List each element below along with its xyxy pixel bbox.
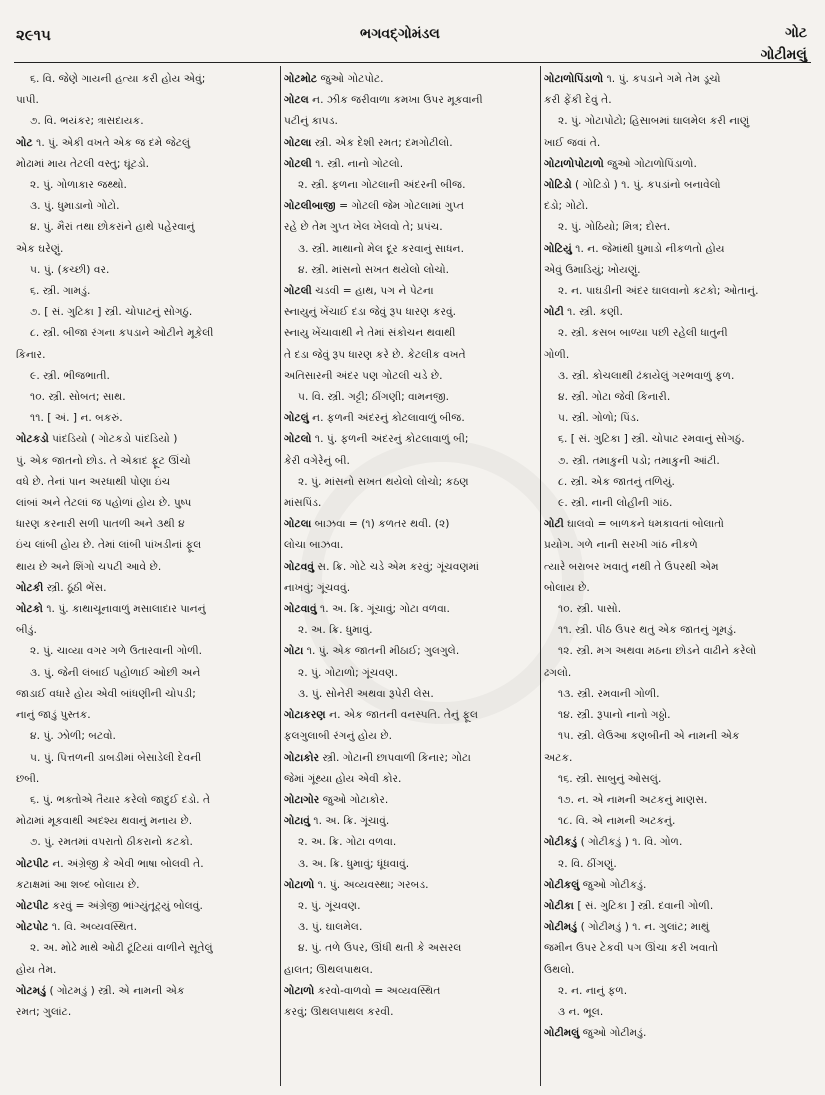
entry-line: ગોટલા સ્ત્રી. એક દેશી રમત; દમગોટીલો. (284, 135, 453, 149)
entry-line: ત્યારે બરાબર ખવાતું નથી તે ઉપરથી એમ (544, 559, 719, 573)
headword: ગોટિડો (544, 178, 572, 192)
entry-line: ૧૮. વિ. એ નામની અટકનું. (558, 814, 676, 828)
entry-line: ગોટાગોર જુઓ ગોટાકોર. (284, 792, 389, 806)
entry-line: હોય તેમ. (16, 962, 57, 976)
entry-line: કરવું; ઊથલપાથલ કરવી. (284, 1004, 394, 1018)
entry-line: ઉથલો. (544, 962, 575, 976)
entry-line: સ્નાયુ ખેંચાવાથી ને તેમાં સંકોચન થવાથી (284, 326, 456, 340)
entry-line: ગોટવાવું ૧. અ. ક્રિ. ગૂંચાવું; ગોટા વળવા. (284, 602, 450, 616)
entry-line: તે દડા જેવું રૂપ ધારણ કરે છે. કેટલીક વખતે (284, 347, 466, 361)
page-number: ૨૯૧૫ (16, 26, 51, 44)
entry-line: ગોટીમડું ( ગોટીમડું ) ૧. ન. ગુલાંટ; માથું (544, 920, 710, 934)
headword: ગોટવાવું (284, 602, 317, 616)
entry-line: ૩ ન. ભૂલ. (558, 1004, 604, 1018)
entry-line: ઇંચ લાંબી હોય છે. તેમાં લાંબી પાંખડીનાં ફૂલ (16, 538, 202, 552)
headword: ગોટી (544, 517, 564, 531)
entry-line: ૩. સ્ત્રી. માથાનો મેલ દૂર કરવાનું સાધન. (298, 241, 464, 255)
entry-line: ગોટપોટ ૧. વિ. અવ્યવસ્થિત. (16, 920, 138, 934)
entry-line: ૪. પું. ઝોળી; બટવો. (30, 729, 116, 743)
entry-line: ગોટાળોપિંડાળો ૧. પું. કપડાને ગમે તેમ ડૂચો (544, 72, 721, 85)
entry-line: રમત; ગુલાંટ. (16, 1004, 72, 1018)
entry-line: એક ઘરેણું. (16, 241, 64, 255)
entry-line: ગોટાકરણ ન. એક જાતની વનસ્પતિ. તેનું ફૂલ (284, 708, 479, 722)
headword: ગોટલીબાજી (284, 199, 336, 213)
entry-line: ૬. પું. ભક્તોએ તૈયાર કરેલો જાદુઈ દડો. તે (30, 792, 211, 806)
entry-line: ૬. વિ. જેણે ગાયની હત્યા કરી હોય એવું; (30, 72, 206, 85)
entry-line: ૨. ન. પાઘડીની અંદર ઘાલવાનો કટકો; ઓતાનું. (558, 284, 759, 298)
dictionary-column-3 (544, 68, 810, 1086)
entry-line: ગોટપીટ ન. અંગ્રેજી કે એવી ભાષા બોલવી તે. (16, 856, 204, 870)
entry-line: ૧૧. [ અં. ] ન. બકરું. (30, 411, 123, 425)
entry-line: એવું ઉમાડિયું; ખોયણું. (544, 262, 641, 276)
headword: ગોટલ (284, 93, 309, 107)
entry-line: ગોટકડો પાંદડિયો ( ગોટકડો પાંદડિયો ) (16, 432, 178, 446)
entry-line: ગોટીકા [ સં. ગુટિકા ] સ્ત્રી. દવાની ગોળી. (544, 898, 714, 912)
page-header (0, 0, 825, 62)
entry-line: ૨. પું. ગોટાપોટો; હિસાબમાં ઘાલમેલ કરી નાણું (558, 114, 750, 128)
entry-line: ગોટ ૧. પું. એકી વખતે એક જ દમે જેટલું (16, 135, 191, 149)
headword: ગોટીકડું (544, 835, 578, 849)
entry-line: ૧૧. સ્ત્રી. પીઠ ઉપર થતું એક જાતનું ગૂમડું. (558, 623, 737, 637)
headword: ગોટપીટ (16, 856, 49, 870)
dictionary-column-1 (16, 68, 276, 1086)
entry-line: ૧૪. સ્ત્રી. રૂપાનો નાનો ગઠ્ઠો. (558, 708, 671, 722)
entry-line: વધે છે. તેનાં પાન અરધાથી પોણા ઇંચ (16, 474, 171, 488)
entry-line: ૨. પું. માંસનો સખત થયેલો લોચો; કઠણ (298, 474, 469, 488)
entry-line: પ્રયોગ. ગળે નાની સરખી ગાંઠ નીકળે (544, 538, 698, 552)
entry-line: જમીન ઉપર ટેકવી પગ ઊંચા કરી ખવાતો (544, 941, 718, 955)
headword: ગોટાકરણ (284, 708, 326, 722)
entry-line: ૭. [ સં. ગુટિકા ] સ્ત્રી. ચોપાટનું સોગઠું. (30, 305, 193, 319)
entry-line: ૫. સ્ત્રી. ગોળો; પિંડ. (558, 411, 640, 425)
headword: ગોટાળોપિંડાળો (544, 72, 604, 85)
entry-line: ૨. ન. નાનું ફળ. (558, 983, 628, 997)
headword: ગોટિયું (544, 241, 572, 255)
entry-line: લાંબાં અને તેટલાં જ પહોળાં હોય છે. પુષ્પ (16, 496, 192, 510)
column-divider (540, 66, 541, 1086)
headword: ગોટલા (284, 517, 312, 531)
entry-line: કેરી વગેરેનું બી. (284, 453, 350, 467)
entry-line: માંસપિંડ. (284, 496, 322, 510)
headword: ગોટકો (16, 602, 43, 616)
entry-line: ગોટલો ૧. પું. ફળની અંદરનું કોટલાવાળું બી; (284, 432, 469, 446)
headword: ગોટીકા (544, 898, 574, 912)
entry-line: ગોટલું ન. ફળની અંદરનું કોટલાવાળું બીજ. (284, 411, 465, 425)
guide-word-top: ગોટ (785, 25, 807, 41)
entry-line: ગોટાવું ૧. અ. ક્રિ. ગૂંચાવું. (284, 814, 390, 828)
headword: ગોટાકોર (284, 750, 320, 764)
entry-line: ગોટલ ન. ઝીક જરીવાળા કમખા ઉપર મૂકવાની (284, 93, 483, 107)
entry-line: ગોળી. (544, 347, 570, 361)
entry-line: નાનું જાડું પુસ્તક. (16, 708, 91, 722)
headword: ગોટમોટ (284, 72, 318, 85)
headword: ગોટા (284, 644, 304, 658)
entry-line: ૨. પું. ગૂંચવણ. (298, 898, 361, 912)
entry-line: છબી. (16, 771, 40, 785)
entry-line: ગોટમોટ જુઓ ગોટપોટ. (284, 72, 384, 85)
entry-line: રહે છે તેમ ગુપ્ત ખેલ ખેલવો તે; પ્રપંચ. (284, 220, 443, 234)
entry-line: ૪. સ્ત્રી. ગોટા જેવી કિનારી. (558, 390, 671, 404)
entry-line: ગોટા ૧. પું. એક જાતની મીઠાઈ; ગુલગુલે. (284, 644, 460, 658)
entry-line: ગોટીમલું જુઓ ગોટીમડું. (544, 1026, 647, 1040)
entry-line: ૫. પું. (કચ્છી) વર. (30, 262, 110, 276)
headword: ગોટી (544, 305, 564, 319)
entry-line: ૧૩. સ્ત્રી. રમવાની ગોળી. (558, 686, 660, 700)
entry-line: ૨. અ. મોઢે માથે ઓઢી ટૂંટિયાં વાળીને સૂતેલું (30, 941, 213, 955)
entry-line: મોઢામાં માય તેટલી વસ્તુ; ઘૂંટડો. (16, 156, 150, 170)
entry-line: ગોટીકડું ( ગોટીકડું ) ૧. વિ. ગોળ. (544, 835, 683, 849)
entry-line: ગોટી ઘાલવો = બાળકને ધમકાવતાં બોલાતો (544, 517, 724, 531)
entry-line: ૩. પું. ધુમાડાનો ગોટો. (30, 199, 120, 213)
entry-line: બોલાય છે. (544, 580, 590, 594)
headword: ગોટાળો (284, 877, 315, 891)
headword: ગોટપીટ (16, 898, 49, 912)
headword: ગોટલી (284, 156, 312, 170)
dictionary-title: ભગવદ્ગોમંડલ (360, 26, 440, 42)
entry-line: ૯. સ્ત્રી. ભીજભાતી. (30, 368, 110, 382)
entry-line: ૩. પું. જેની લંબાઈ પહોળાઈ ઓછી અને (30, 665, 201, 679)
entry-line: ગોટલી ચડવી = હાથ, પગ ને પેટના (284, 284, 434, 298)
entry-line: ગોટીકલું જુઓ ગોટીકડું. (544, 877, 647, 891)
entry-line: નાખવું; ગૂંચવવું. (284, 580, 351, 594)
entry-line: ૧૦. સ્ત્રી. સોબત; સાથ. (30, 390, 126, 404)
entry-line: ૪. પું. તળે ઉપર, ઊંધી થતી કે અસરલ (298, 941, 462, 955)
entry-line: ૯. સ્ત્રી. નાની લોહીની ગાંઠ. (558, 496, 673, 510)
entry-line: ૨. સ્ત્રી. ફળના ગોટલાની અંદરની બીજ. (298, 178, 466, 192)
entry-line: ગોટવવું સ. ક્રિ. ગોટે ચડે એમ કરવું; ગૂંચવણમાં (284, 559, 479, 573)
entry-line: ૧૫. સ્ત્રી. લેઉઆ કણબીની એ નામની એક (558, 729, 740, 743)
entry-line: ૭. સ્ત્રી. તમાકુની પડો; તમાકુની આંટી. (558, 453, 720, 467)
entry-line: ૧૨. સ્ત્રી. મગ અથવા મઠના છોડને વાઢીને કરેલો (558, 644, 757, 658)
entry-line: ૮. સ્ત્રી. એક જાતનું તળિયું. (558, 474, 675, 488)
entry-line: ૪. પું. મૈરાં તથા છોકરાંને હાથે પહેરવાનું (30, 220, 195, 234)
entry-line: ૨. પું. ગોઠિયો; મિત્ર; દોસ્ત. (558, 220, 671, 234)
entry-line: ગોટલા બાઝવા = (૧) કળતર થવી. (૨) (284, 517, 450, 531)
headword: ગોટીકલું (544, 877, 580, 891)
entry-line: લોચા બાઝવા. (284, 538, 344, 552)
entry-line: કટાક્ષમાં આ શબ્દ બોલાય છે. (16, 877, 140, 891)
entry-line: ગોટલીબાજી = ગોટલી જેમ ગોટલામાં ગુપ્ત (284, 199, 465, 213)
entry-line: ફલગુલાબી રંગનું હોય છે. (284, 729, 393, 743)
entry-line: ગોટલી ૧. સ્ત્રી. નાનો ગોટલો. (284, 156, 404, 170)
entry-line: ૩. સ્ત્રી. કોચલાથી ઢંકાયેલું ગરભવાળું ફળ. (558, 368, 735, 382)
guide-word-bottom: ગોટીમલું (760, 47, 807, 63)
entry-line: ૨. પું. ગોટાળો; ગૂંચવણ. (298, 665, 398, 679)
entry-line: કિનાર. (16, 347, 46, 361)
headword: ગોટવવું (284, 559, 315, 573)
entry-line: ગોટિડો ( ગોટિડો ) ૧. પું. કપડાંનો બનાવેલો (544, 178, 721, 192)
entry-line: ૧૭. ન. એ નામની અટકનું માણસ. (558, 792, 708, 806)
entry-line: ૫. પું. પિત્તળની ડાબડીમાં બેસાડેલી દેવની (30, 750, 202, 764)
entry-line: ગોટપીટ કરવું = અંગ્રેજી ભાંગ્યુંતૂટ્યું બોલવું. (16, 898, 203, 912)
entry-line: પાપી. (16, 93, 39, 107)
entry-line: ૩. પું. ઘાલમેલ. (298, 920, 363, 934)
entry-line: ગોટાકોર સ્ત્રી. ગોટાની છાપવાળી કિનાર; ગોટા (284, 750, 471, 764)
entry-line: મોઢામાં મૂકવાથી અદશ્ય થવાનું મનાય છે. (16, 814, 193, 828)
entry-line: ગોટકી સ્ત્રી. ઠૂંઠી ભેંસ. (16, 580, 107, 594)
headword: ગોટાળોપોટાળો (544, 156, 604, 170)
entry-line: ૮. સ્ત્રી. બીજા રંગના કપડાને ઓટીને મૂકેલી (30, 326, 214, 340)
entry-line: ૪. સ્ત્રી. માંસનો સખત થયેલો લોચો. (298, 262, 450, 276)
entry-line: ૨. અ. ક્રિ. ધુમાવું. (298, 623, 373, 637)
headword: ગોટકડો (16, 432, 49, 446)
dictionary-column-2 (284, 68, 538, 1086)
headword: ગોટીમડું (544, 920, 578, 934)
headword: ગોટલો (284, 432, 312, 446)
entry-line: ગોટાળો ૧. પું. અવ્યવસ્થા; ગરબડ. (284, 877, 429, 891)
entry-line: ૩. અ. ક્રિ. ધુમાવું; ધૂંધવાવું. (298, 856, 410, 870)
entry-line: ઢગલો. (544, 665, 572, 679)
entry-line: જાડાઈ વધારે હોય એવી બાંધણીની ચોપડી; (16, 686, 196, 700)
headword: ગોટમડું (16, 983, 47, 997)
entry-line: ધારણ કરનારી સળી પાતળી અને ૩થી ૪ (16, 517, 185, 531)
entry-line: ૭. વિ. ભયંકર; ત્રાસદાયક. (30, 114, 144, 128)
entry-line: ગોટિયું ૧. ન. જેમાંથી ધુમાડો નીકળતો હોય (544, 241, 725, 255)
entry-line: પટીનું કાપડ. (284, 114, 338, 128)
entry-line: ગોટકો ૧. પું. કાથાચૂનાવાળું મસાલાદાર પાનનું (16, 602, 206, 616)
entry-line: જેમાં ગૂંથ્યા હોય એવી કોર. (284, 771, 402, 785)
entry-line: ગોટમડું ( ગોટમડું ) સ્ત્રી. એ નામની એક (16, 983, 185, 997)
entry-line: થાય છે અને શિંગો ચપટી આવે છે. (16, 559, 162, 573)
headword: ગોટ (16, 135, 33, 149)
headword: ગોટકી (16, 580, 44, 594)
entry-line: ૬. [ સં. ગુટિકા ] સ્ત્રી. ચોપાટ રમવાનું સોગઠું. (558, 432, 745, 446)
entry-line: ૨. અ. ક્રિ. ગોટા વળવા. (298, 835, 397, 849)
entry-line: ૨. વિ. ઠીંગણું. (558, 856, 617, 870)
entry-line: ૨. પું. ગોળાકાર જથ્થો. (30, 178, 127, 192)
entry-line: કરી ફેંકી દેવું તે. (544, 93, 612, 107)
entry-line: ૧૬. સ્ત્રી. સાબુનું ઓસલું. (558, 771, 662, 785)
entry-line: ૧૦. સ્ત્રી. પાસો. (558, 602, 622, 616)
headword: ગોટલા (284, 135, 312, 149)
entry-line: બીડું. (16, 623, 37, 637)
headword: ગોટલું (284, 411, 309, 425)
entry-line: ૬. સ્ત્રી. ગામડું. (30, 284, 91, 298)
entry-line: અટક. (544, 750, 573, 764)
header-rule (14, 62, 811, 63)
headword: ગોટપોટ (16, 920, 49, 934)
entry-line: સ્નાયુનું ખેંચાઈ દડા જેવું રૂપ ધારણ કરવું. (284, 305, 457, 319)
headword: ગોટાવું (284, 814, 310, 828)
entry-line: ગોટાળો કરવો-વાળવો = અવ્યવસ્થિત (284, 983, 441, 997)
guide-words (761, 22, 807, 66)
headword: ગોટીમલું (544, 1026, 580, 1040)
column-divider (280, 66, 281, 1086)
entry-line: ૩. પું. સોનેરી અથવા રૂપેરી લેસ. (298, 686, 434, 700)
headword: ગોટાગોર (284, 792, 320, 806)
entry-line: હાલત; ઊથલપાથલ. (284, 962, 373, 976)
headword: ગોટાળો (284, 983, 315, 997)
entry-line: દડો; ગોટો. (544, 199, 589, 213)
entry-line: ૨. પું. ચાવ્યા વગર ગળે ઉતારવાની ગોળી. (30, 644, 203, 658)
entry-line: ૨. સ્ત્રી. કસબ બાળ્યા પછી રહેલી ધાતુની (558, 326, 728, 340)
entry-line: ૫. વિ. સ્ત્રી. ગટ્ટી; ઠીંગણી; વામનજી. (298, 390, 450, 404)
entry-line: ૭. પું. રમતમાં વપરાતો ઠીકરાનો કટકો. (30, 835, 193, 849)
entry-line: ખાઈ જવાં તે. (544, 135, 601, 149)
entry-line: ગોટાળોપોટાળો જુઓ ગોટાળોપિંડાળો. (544, 156, 697, 170)
entry-line: પું. એક જાતનો છોડ. તે એકાદ ફૂટ ઊંચો (16, 453, 191, 467)
entry-line: અતિસારની અંદર પણ ગોટલી ચડે છે. (284, 368, 443, 382)
headword: ગોટલી (284, 284, 312, 298)
entry-line: ગોટી ૧. સ્ત્રી. કણી. (544, 305, 623, 319)
